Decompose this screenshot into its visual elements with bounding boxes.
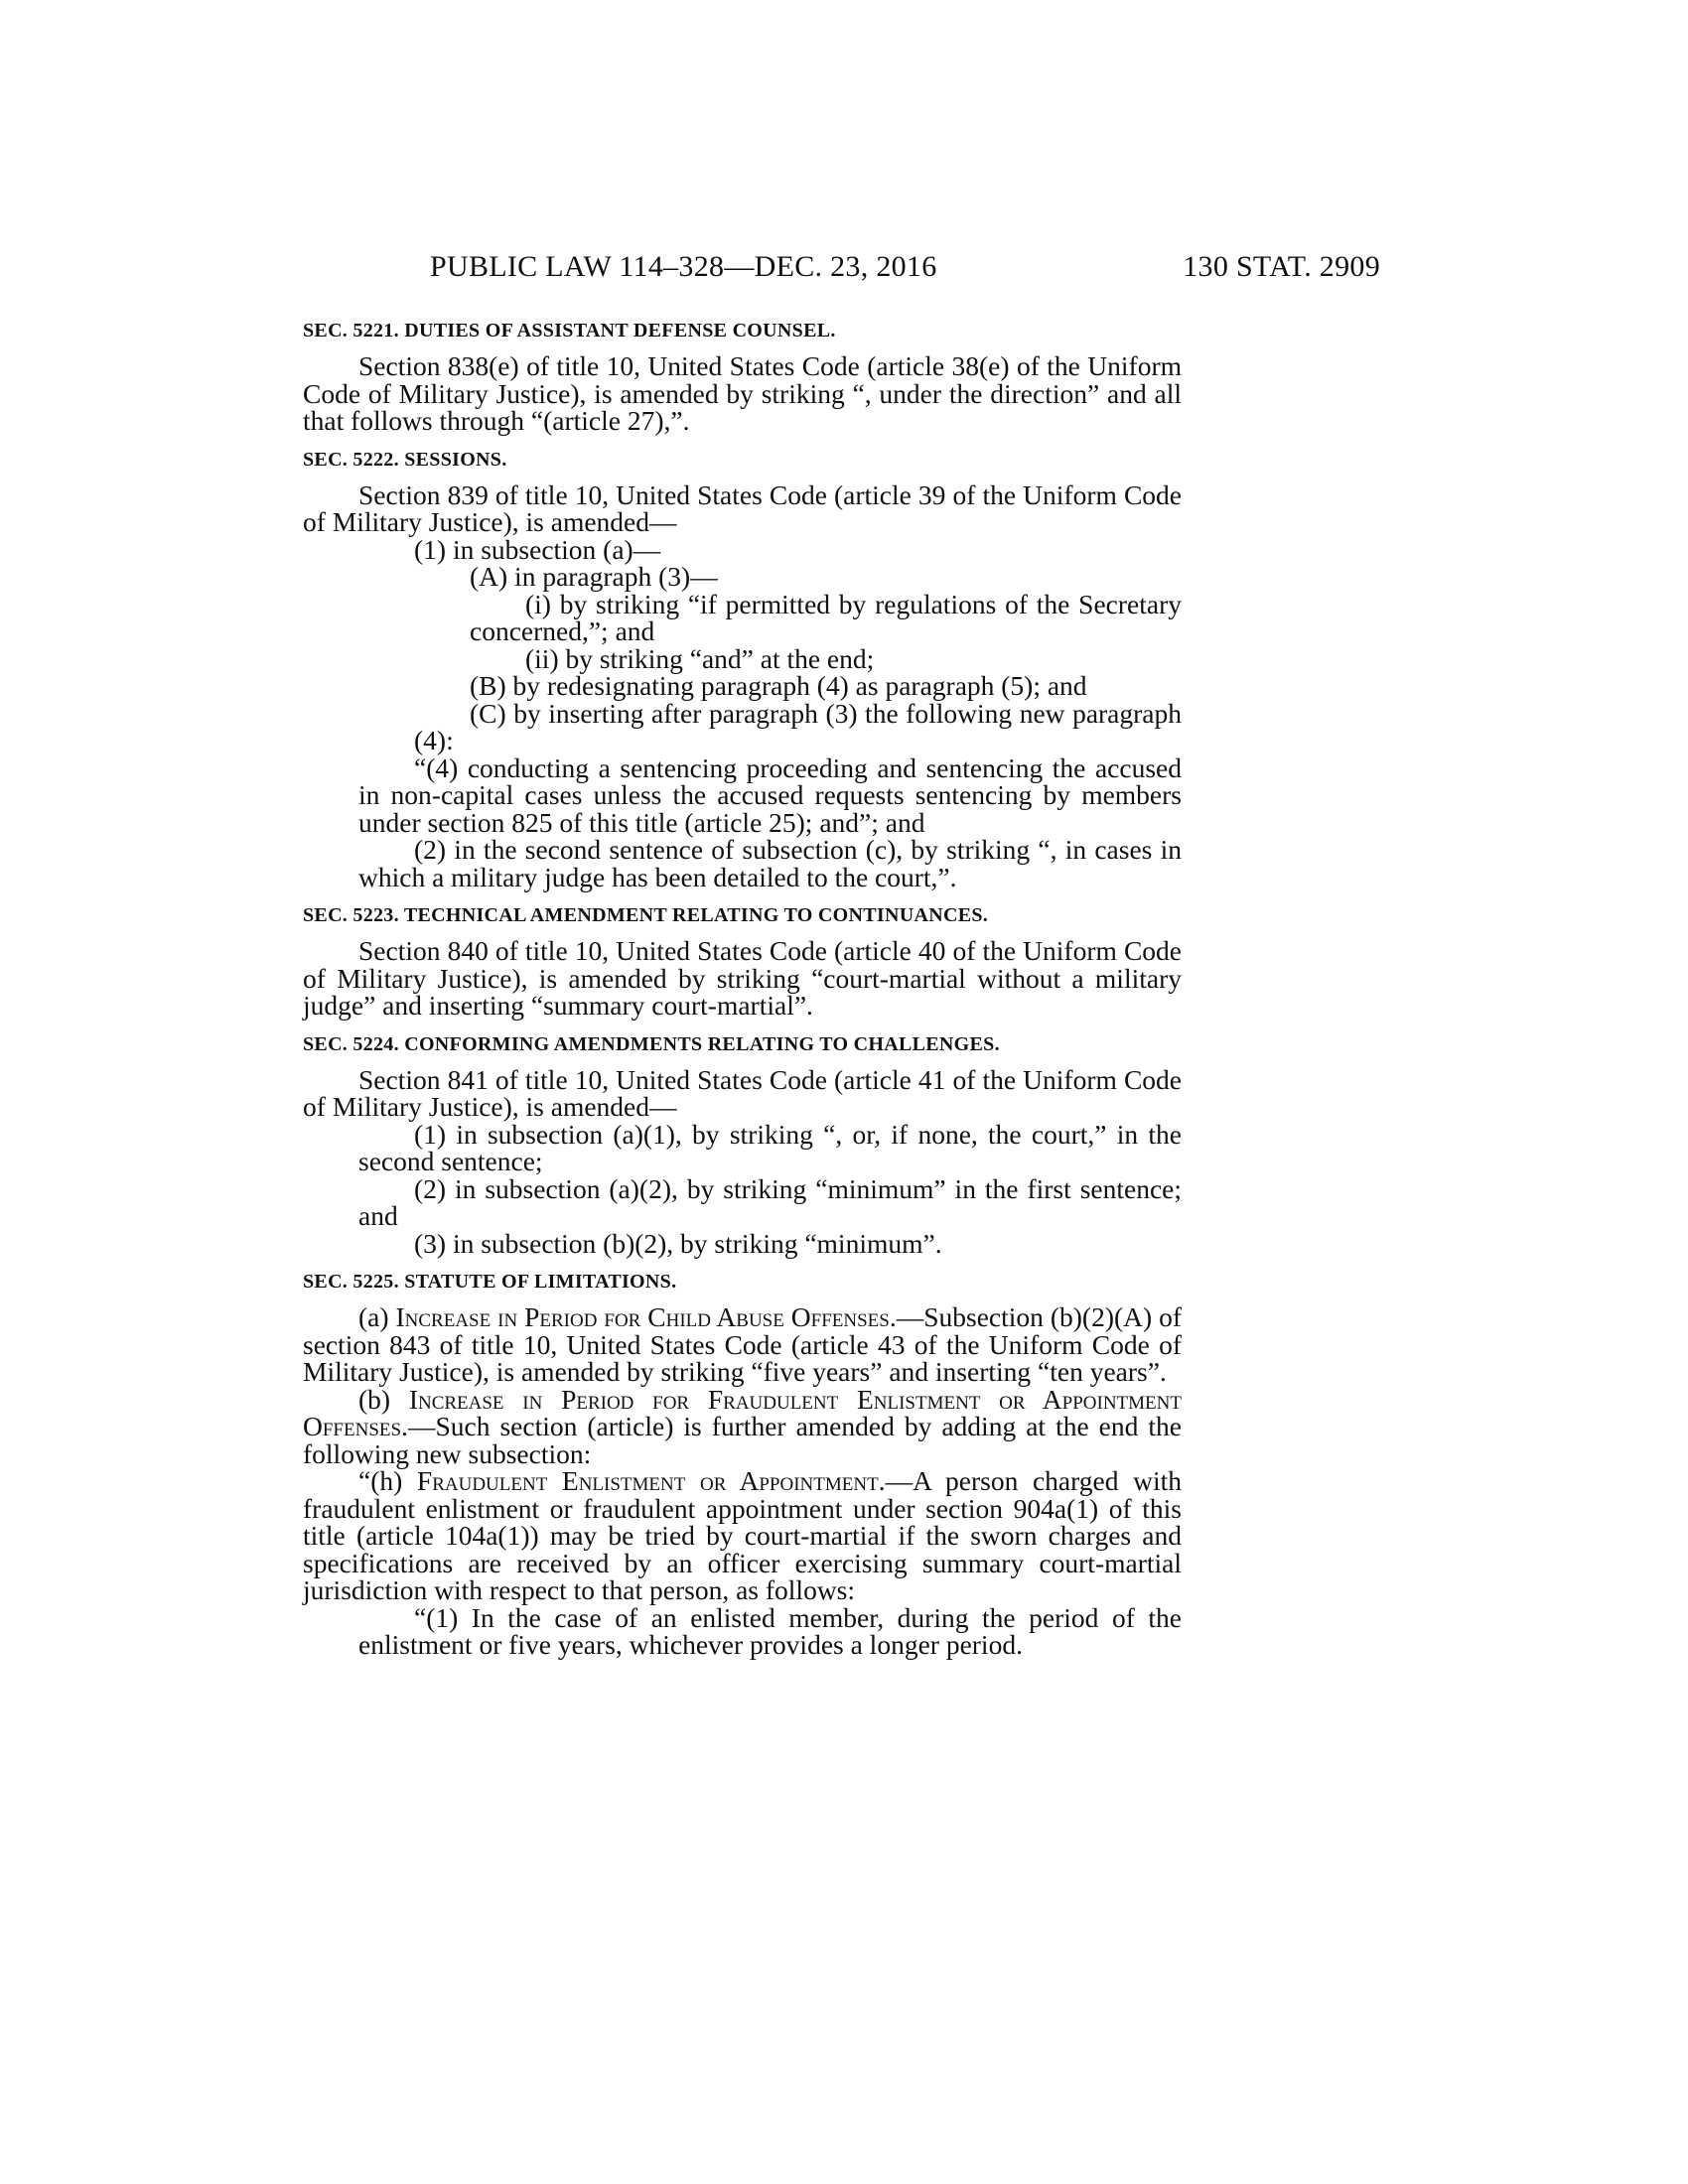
section-heading-5223: SEC. 5223. TECHNICAL AMENDMENT RELATING TO CONTINUANCES. (303, 904, 989, 926)
section-5222-item-1Ai: (i) by striking “if permitted by regulations of the Secretary concerned,”; and (470, 588, 1182, 646)
subsection-b-heading: Increase in Period for Fraudulent Enlistment or Appointment Offenses (303, 1383, 1182, 1441)
section-5224-item-2: (2) in subsection (a)(2), by striking “minimum” in the first sentence; and (358, 1172, 1182, 1231)
section-5222-quoted-paragraph-4: “(4) conducting a sentencing proceeding and sentencing the accused in non-capital cases unless the accused requests sentencing by members under section 825 of this title (article 25); and”; and (358, 751, 1182, 838)
subsection-a-heading: Increase in Period for Child Abuse Offenses (395, 1301, 890, 1332)
section-5224-item-1: (1) in subsection (a)(1), by striking “, or, if none, the court,” in the second sentence; (358, 1118, 1182, 1176)
section-5222-item-1Aii: (ii) by striking “and” at the end; (525, 642, 875, 674)
section-5221-text: Section 838(e) of title 10, United States Code (article 38(e) of the Uniform Code of Military Justice), is amended by striking “, under the direction” and all that follows through “(article 27),”. (303, 350, 1182, 436)
section-5223-text: Section 840 of title 10, United States Code (article 40 of the Uniform Code of Military Justice), is amended by striking “court-martial without a military judge” and inserting “summary court-martial”. (303, 935, 1182, 1021)
section-5225-quoted-item-1: “(1) In the case of an enlisted member, during the period of the enlistment or five years, whichever provides a longer period. (358, 1601, 1182, 1660)
section-heading-5222: SEC. 5222. SESSIONS. (303, 448, 507, 471)
document-page (303, 250, 1380, 1660)
subsection-h-label: “(h) (358, 1465, 417, 1496)
section-5222-item-2: (2) in the second sentence of subsection (c), by striking “, in cases in which a military judge has been detailed to the court,”. (358, 834, 1182, 892)
header-title: PUBLIC LAW 114–328—DEC. 23, 2016 (430, 250, 937, 283)
section-5222-item-1: (1) in subsection (a)— (414, 533, 661, 565)
section-heading-5221: SEC. 5221. DUTIES OF ASSISTANT DEFENSE COUNSEL. (303, 320, 836, 341)
subsection-b-text: .—Such section (article) is further amended by adding at the end the following new subsection: (303, 1411, 1182, 1469)
subsection-h-text: .—A person charged with fraudulent enlistment or fraudulent appointment under section 904a(1) of this title (article 104a(1)) may be tried by court-martial if the sworn charges and specifications are received by an officer exercising summary court-martial jurisdiction with respect to that person, as follows: (303, 1465, 1183, 1605)
header-stat-page: 130 STAT. 2909 (1183, 250, 1380, 283)
section-5224-item-3: (3) in subsection (b)(2), by striking “minimum”. (414, 1227, 942, 1259)
running-header (303, 250, 1380, 290)
section-heading-5224: SEC. 5224. CONFORMING AMENDMENTS RELATING TO CHALLENGES. (303, 1032, 1000, 1055)
subsection-h-heading: Fraudulent Enlistment or Appointment (416, 1465, 879, 1496)
subsection-a-text: .—Subsection (b)(2)(A) of section 843 of title 10, United States Code (article 43 of the Uniform Code of Military Justice), is amended by striking “five years” and inserting “ten years”. (303, 1301, 1183, 1387)
subsection-a-label: (a) (358, 1301, 396, 1332)
section-heading-5225: SEC. 5225. STATUTE OF LIMITATIONS. (303, 1271, 677, 1293)
section-5225-subsection-a (303, 1303, 1182, 1386)
section-5222-item-1A: (A) in paragraph (3)— (470, 561, 718, 592)
section-5225-quoted-subsection-h (303, 1467, 1182, 1604)
subsection-b-label: (b) (358, 1383, 409, 1415)
section-5222-item-1B: (B) by redesignating paragraph (4) as paragraph (5); and (470, 670, 1087, 701)
section-5222-item-1C: (C) by inserting after paragraph (3) the following new paragraph (4): (414, 697, 1182, 755)
section-5225-subsection-b (303, 1383, 1182, 1469)
section-5222-intro: Section 839 of title 10, United States Code (article 39 of the Uniform Code of Military Justice), is amended— (303, 478, 1182, 537)
section-5224-intro: Section 841 of title 10, United States Code (article 41 of the Uniform Code of Military Justice), is amended— (303, 1063, 1182, 1122)
